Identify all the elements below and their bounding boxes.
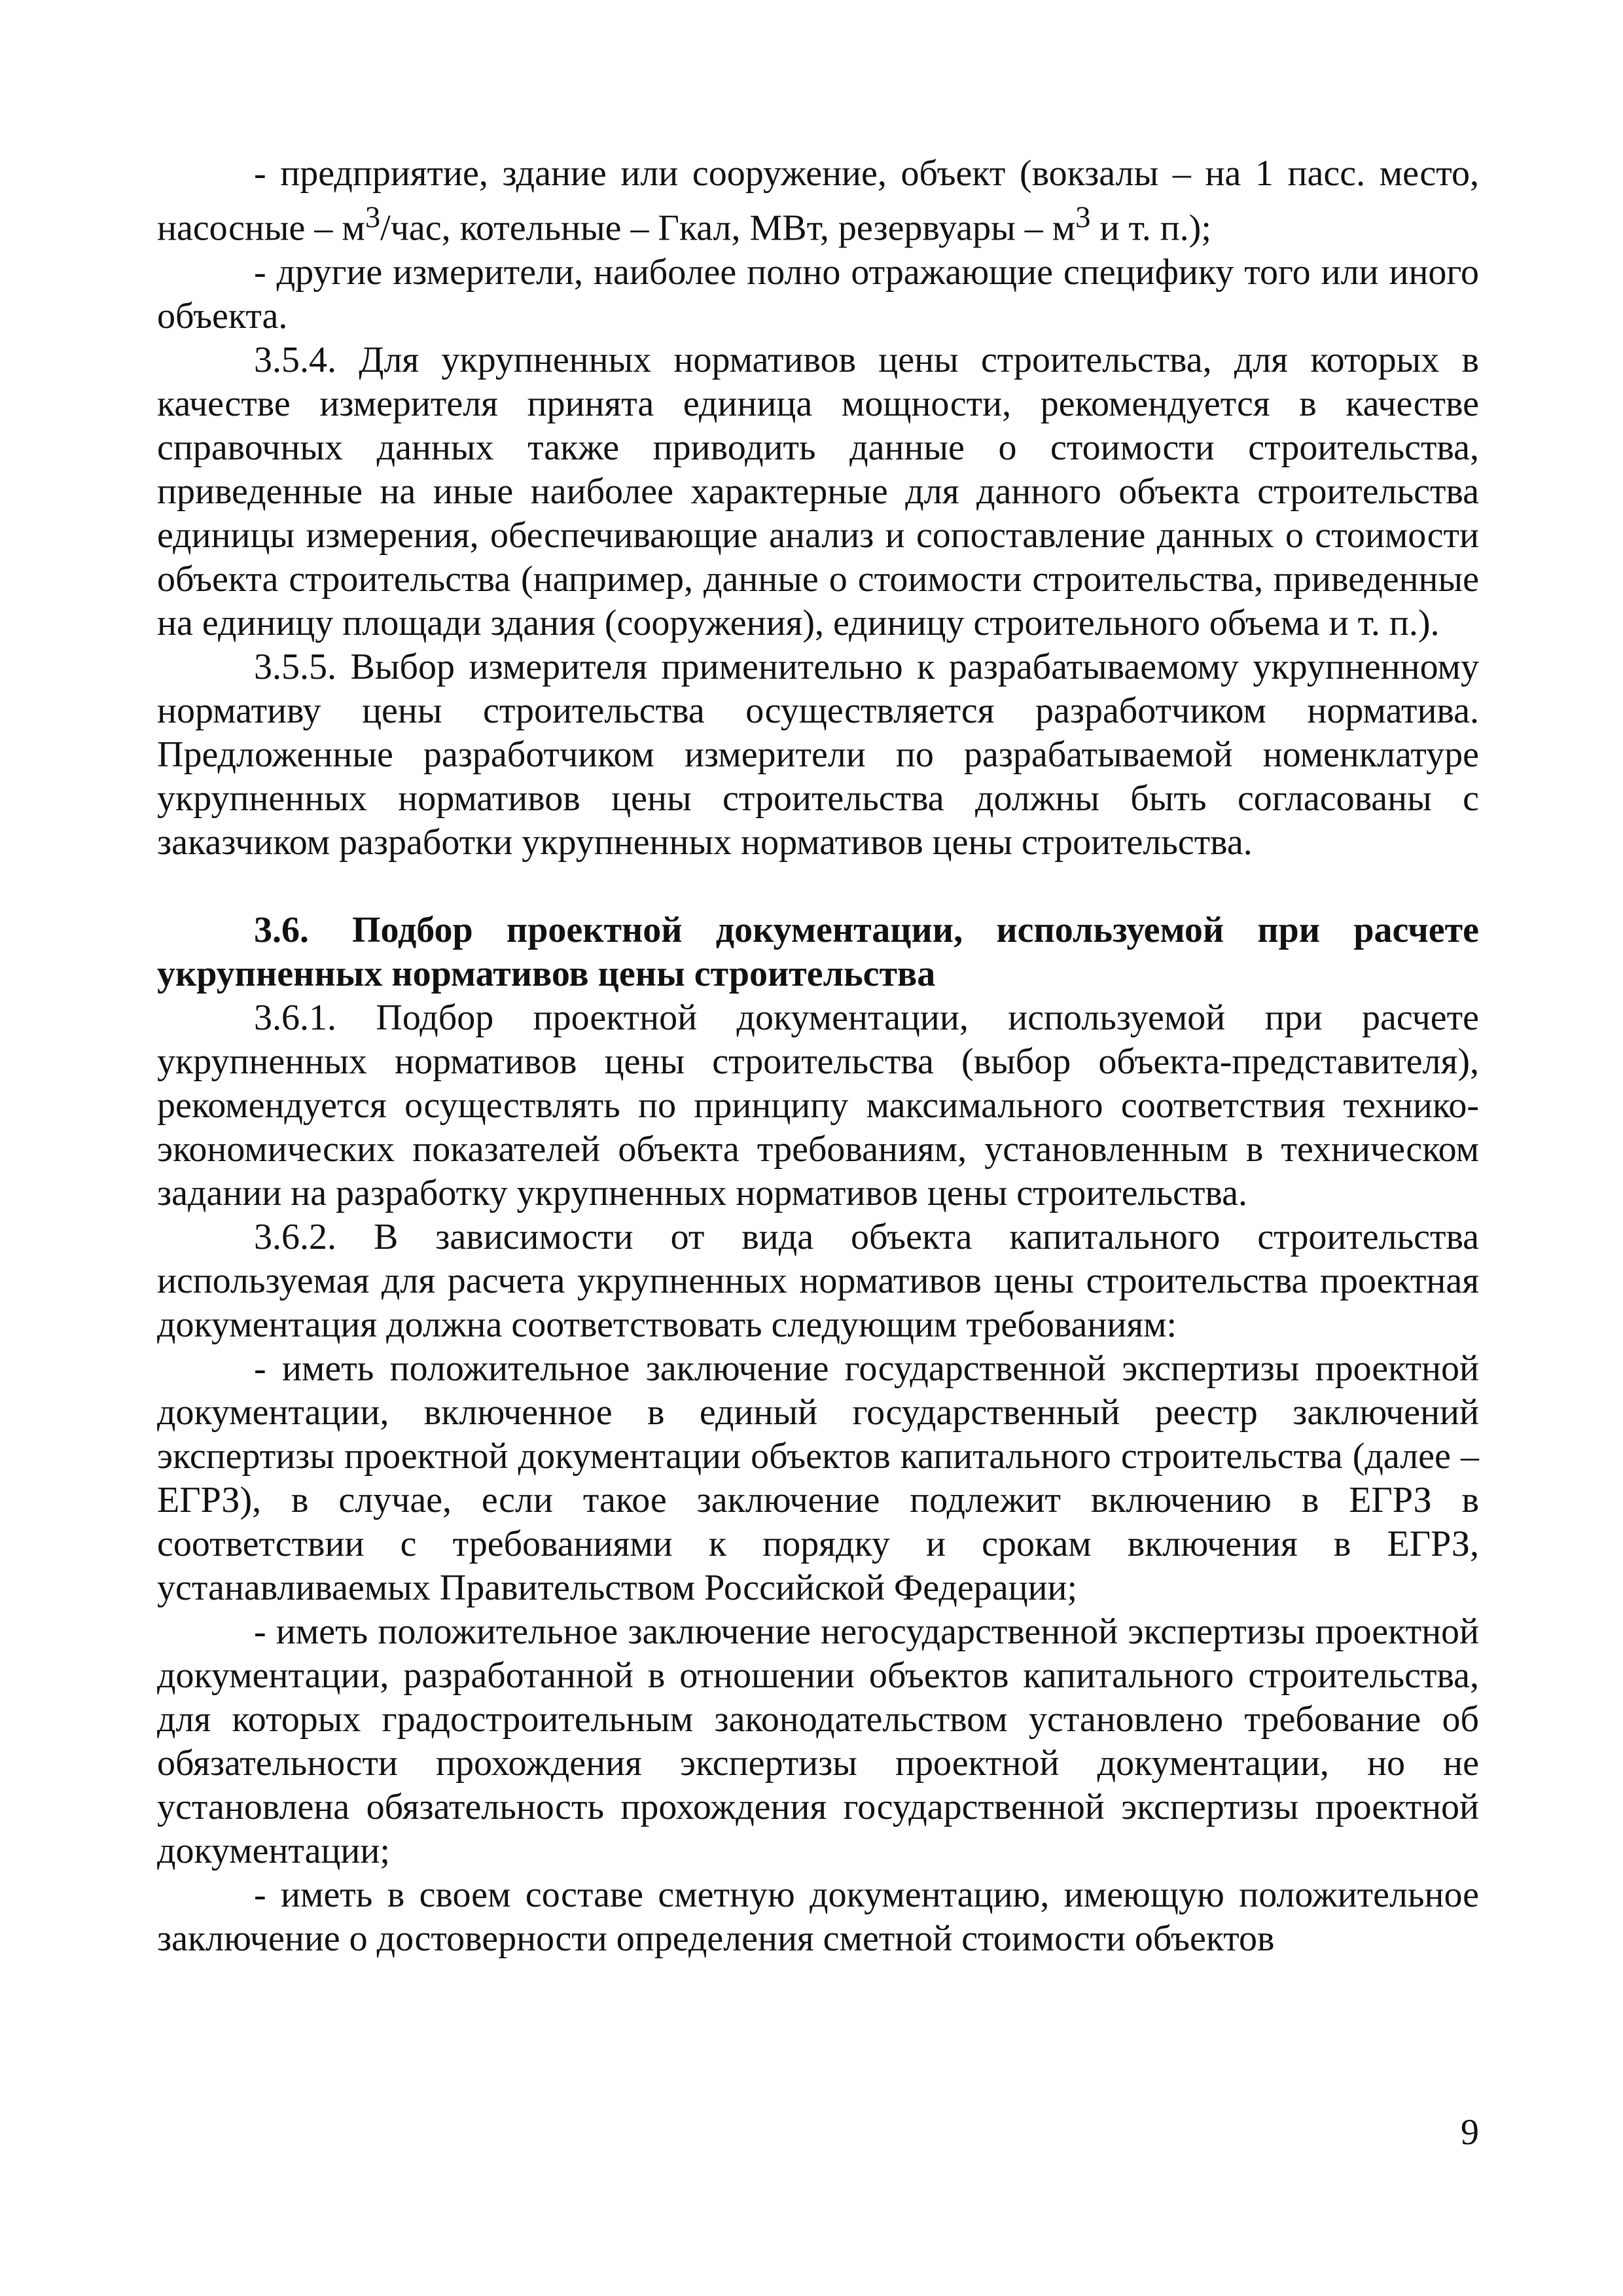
section-number: 3.6. [254, 909, 309, 950]
body-paragraph: - предприятие, здание или сооружение, объект (вокзалы – на 1 пасс. место, насосные – $м^3$/час, котельные – Гкал, МВт, резервуары – $м^3$ и т. п.); [157, 153, 1479, 249]
body-paragraph: 3.6.1. Подбор проектной документации, используемой при расчете укрупненных нормативов цены строительства (выбор объекта-представителя), рекомендуется осуществлять по принципу максимального соответствия технико-экономических показателей объекта требованиям, установленным в техническом задании на разработку укрупненных нормативов цены строительства. [157, 997, 1479, 1213]
section-heading [157, 908, 1479, 996]
paragraphs-before [157, 152, 1479, 865]
body-paragraph: 3.5.4. Для укрупненных нормативов цены строительства, для которых в качестве измерителя принята единица мощности, рекомендуется в качестве справочных данных также приводить данные о стоимости строительства, приведенные на иные наиболее характерные для данного объекта строительства единицы измерения, обеспечивающие анализ и сопоставление данных о стоимости объекта строительства (например, данные о стоимости строительства, приведенные на единицу площади здания (сооружения), единицу строительного объема и т. п.). [157, 339, 1479, 643]
body-paragraph: - другие измерители, наиболее полно отражающие специфику того или иного объекта. [157, 251, 1479, 336]
body-paragraph: - иметь положительное заключение негосударственной экспертизы проектной документации, разработанной в отношении объектов капитального строительства, для которых градостроительным законодательством установлено требование об обязательности прохождения экспертизы проектной документации, но не установлена обязательность прохождения государственной экспертизы проектной документации; [157, 1611, 1479, 1871]
section-title: Подбор проектной документации, используемой при расчете укрупненных нормативов цены строительства [157, 909, 1479, 994]
paragraphs-after [157, 996, 1479, 1961]
body-paragraph: 3.5.5. Выбор измерителя применительно к разрабатываемому укрупненному нормативу цены строительства осуществляется разработчиком норматива. Предложенные разработчиком измерители по разрабатываемой номенклатуре укрупненных нормативов цены строительства должны быть согласованы с заказчиком разработки укрупненных нормативов цены строительства. [157, 646, 1479, 863]
page-number: 9 [1461, 2112, 1479, 2153]
body-paragraph: - иметь положительное заключение государственной экспертизы проектной документации, включенное в единый государственный реестр заключений экспертизы проектной документации объектов капитального строительства (далее – ЕГРЗ), в случае, если такое заключение подлежит включению в ЕГРЗ в соответствии с требованиями к порядку и срокам включения в ЕГРЗ, устанавливаемых Правительством Российской Федерации; [157, 1348, 1479, 1608]
body-paragraph: - иметь в своем составе сметную документацию, имеющую положительное заключение о достоверности определения сметной стоимости объектов [157, 1874, 1479, 1959]
page-content [157, 152, 1479, 1961]
body-paragraph: 3.6.2. В зависимости от вида объекта капитального строительства используемая для расчета укрупненных нормативов цены строительства проектная документация должна соответствовать следующим требованиям: [157, 1216, 1479, 1345]
